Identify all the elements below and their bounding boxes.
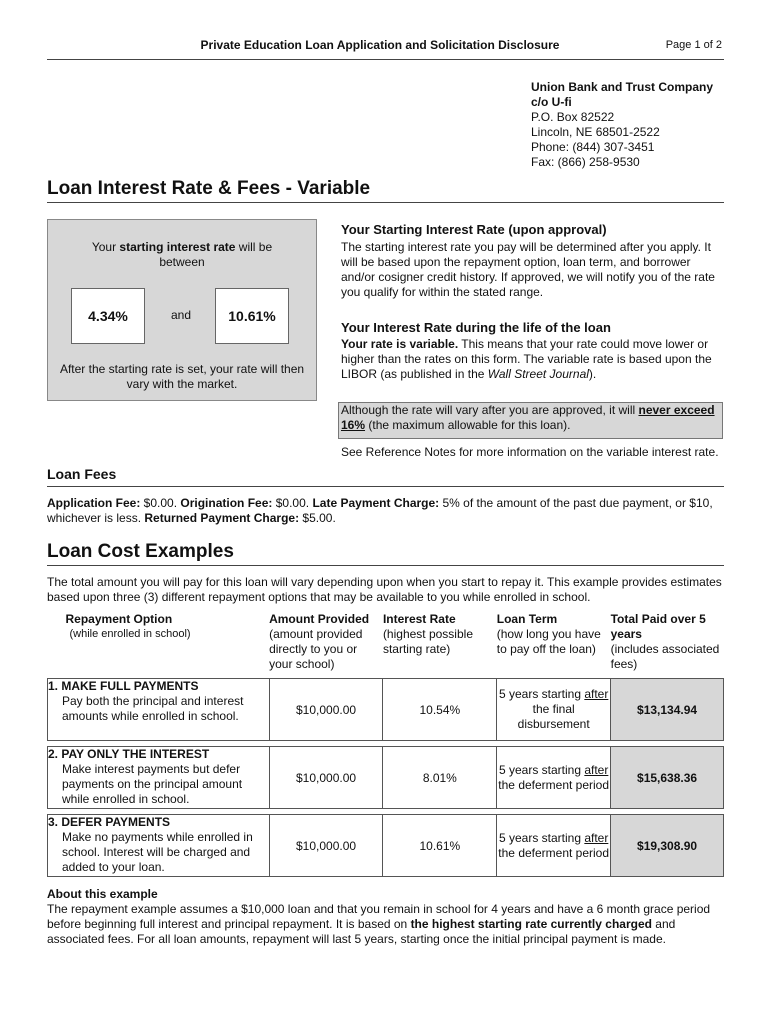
po-box: P.O. Box 82522 <box>531 110 615 124</box>
fees-divider <box>47 486 724 487</box>
life-rate-heading: Your Interest Rate during the life of the loan <box>341 320 611 335</box>
column-header: Total Paid over 5 years (includes associated fees) <box>610 612 720 671</box>
loan-fees-heading: Loan Fees <box>47 466 117 482</box>
interest-section-divider <box>47 202 724 203</box>
about-example <box>47 887 727 947</box>
page-number: Page 1 of 2 <box>665 39 722 51</box>
fax: Fax: (866) 258-9530 <box>531 155 640 169</box>
amount-provided: $10,000.00 <box>269 679 383 741</box>
max-rate-notice-text: Although the rate will vary after you are approved, it will never exceed 16% (the maximum allowable for this loan). <box>341 403 715 432</box>
loan-term: 5 years starting after the final disbursement <box>497 679 611 741</box>
repayment-option: 2. PAY ONLY THE INTEREST Make interest payments but defer payments on the principal amount while enrolled in school. <box>48 747 270 809</box>
min-rate-value: 4.34% <box>71 288 145 344</box>
about-heading: About this example <box>47 887 158 901</box>
about-text: The repayment example assumes a $10,000 loan and that you remain in school for 4 years and have a 6 month grace period before beginning full interest and principal repayment. It is based on the highest starting rate currently charged and associated fees. For all loan amounts, repayment will last 5 years, starting once the initial principal payment is made. <box>47 902 711 946</box>
interest-rate: 10.61% <box>383 815 497 877</box>
rate-range-box <box>47 219 317 401</box>
rate-after-text: After the starting rate is set, your rate will then vary with the market. <box>59 362 305 391</box>
total-paid: $15,638.36 <box>611 747 724 809</box>
cost-section-title: Loan Cost Examples <box>47 541 234 562</box>
max-rate-notice <box>338 402 723 439</box>
max-rate-value: 10.61% <box>215 288 289 344</box>
table-header-row <box>48 612 724 679</box>
fees-text: Application Fee: $0.00. Origination Fee: $0.00. Late Payment Charge: 5% of the amount of the past due payment, or $10, whichever is less. Returned Payment Charge: $5.00. <box>47 496 713 525</box>
repayment-option: 1. MAKE FULL PAYMENTS Pay both the principal and interest amounts while enrolled in school. <box>48 679 270 741</box>
life-rate-text: Your rate is variable. This means that your rate could move lower or higher than the rates on this form. The variable rate is based upon the LIBOR (as published in the Wall Street Journal). <box>341 337 712 381</box>
phone: Phone: (844) 307-3451 <box>531 140 655 154</box>
repayment-option: 3. DEFER PAYMENTS Make no payments while enrolled in school. Interest will be charged and added to your loan. <box>48 815 270 877</box>
care-of: c/o U-fi <box>531 95 572 109</box>
header-divider <box>47 59 724 60</box>
interest-rate: 8.01% <box>383 747 497 809</box>
city-state-zip: Lincoln, NE 68501-2522 <box>531 125 660 139</box>
table-row <box>48 747 724 809</box>
cost-intro: The total amount you will pay for this loan will vary depending upon when you start to repay it. This example provides estimates based upon three (3) different repayment options that may be available to you while enrolled in school. <box>47 575 722 604</box>
table-row <box>48 815 724 877</box>
document-title: Private Education Loan Application and Solicitation Disclosure <box>200 38 560 52</box>
total-paid: $13,134.94 <box>611 679 724 741</box>
starting-rate-heading: Your Starting Interest Rate (upon approval) <box>341 222 607 237</box>
loan-term: 5 years starting after the deferment period <box>497 815 611 877</box>
interest-rate: 10.54% <box>383 679 497 741</box>
table-row <box>48 679 724 741</box>
column-header: Amount Provided (amount provided directly to you or your school) <box>269 612 370 671</box>
lender-address <box>531 80 713 170</box>
company-name: Union Bank and Trust Company <box>531 80 714 94</box>
amount-provided: $10,000.00 <box>269 747 383 809</box>
loan-cost-table <box>47 612 724 877</box>
column-header: Loan Term (how long you have to pay off the loan) <box>496 612 601 656</box>
reference-notes-text: See Reference Notes for more information on the variable interest rate. <box>341 445 719 459</box>
starting-rate-text: The starting interest rate you pay will be determined after you apply. It will be based upon the repayment option, loan term, and borrower and/or cosigner credit history. If approved, we will notify you of the rate you qualify for within the stated range. <box>341 240 715 299</box>
rate-and-label: and <box>170 308 192 322</box>
total-paid: $19,308.90 <box>611 815 724 877</box>
column-header: Repayment Option (while enrolled in school) <box>65 612 191 640</box>
rate-range-intro: Your starting interest rate will be between <box>91 240 273 269</box>
cost-section-divider <box>47 565 724 566</box>
loan-term: 5 years starting after the deferment period <box>497 747 611 809</box>
interest-section-title: Loan Interest Rate & Fees - Variable <box>47 178 371 199</box>
column-header: Interest Rate (highest possible starting rate) <box>382 612 473 656</box>
amount-provided: $10,000.00 <box>269 815 383 877</box>
